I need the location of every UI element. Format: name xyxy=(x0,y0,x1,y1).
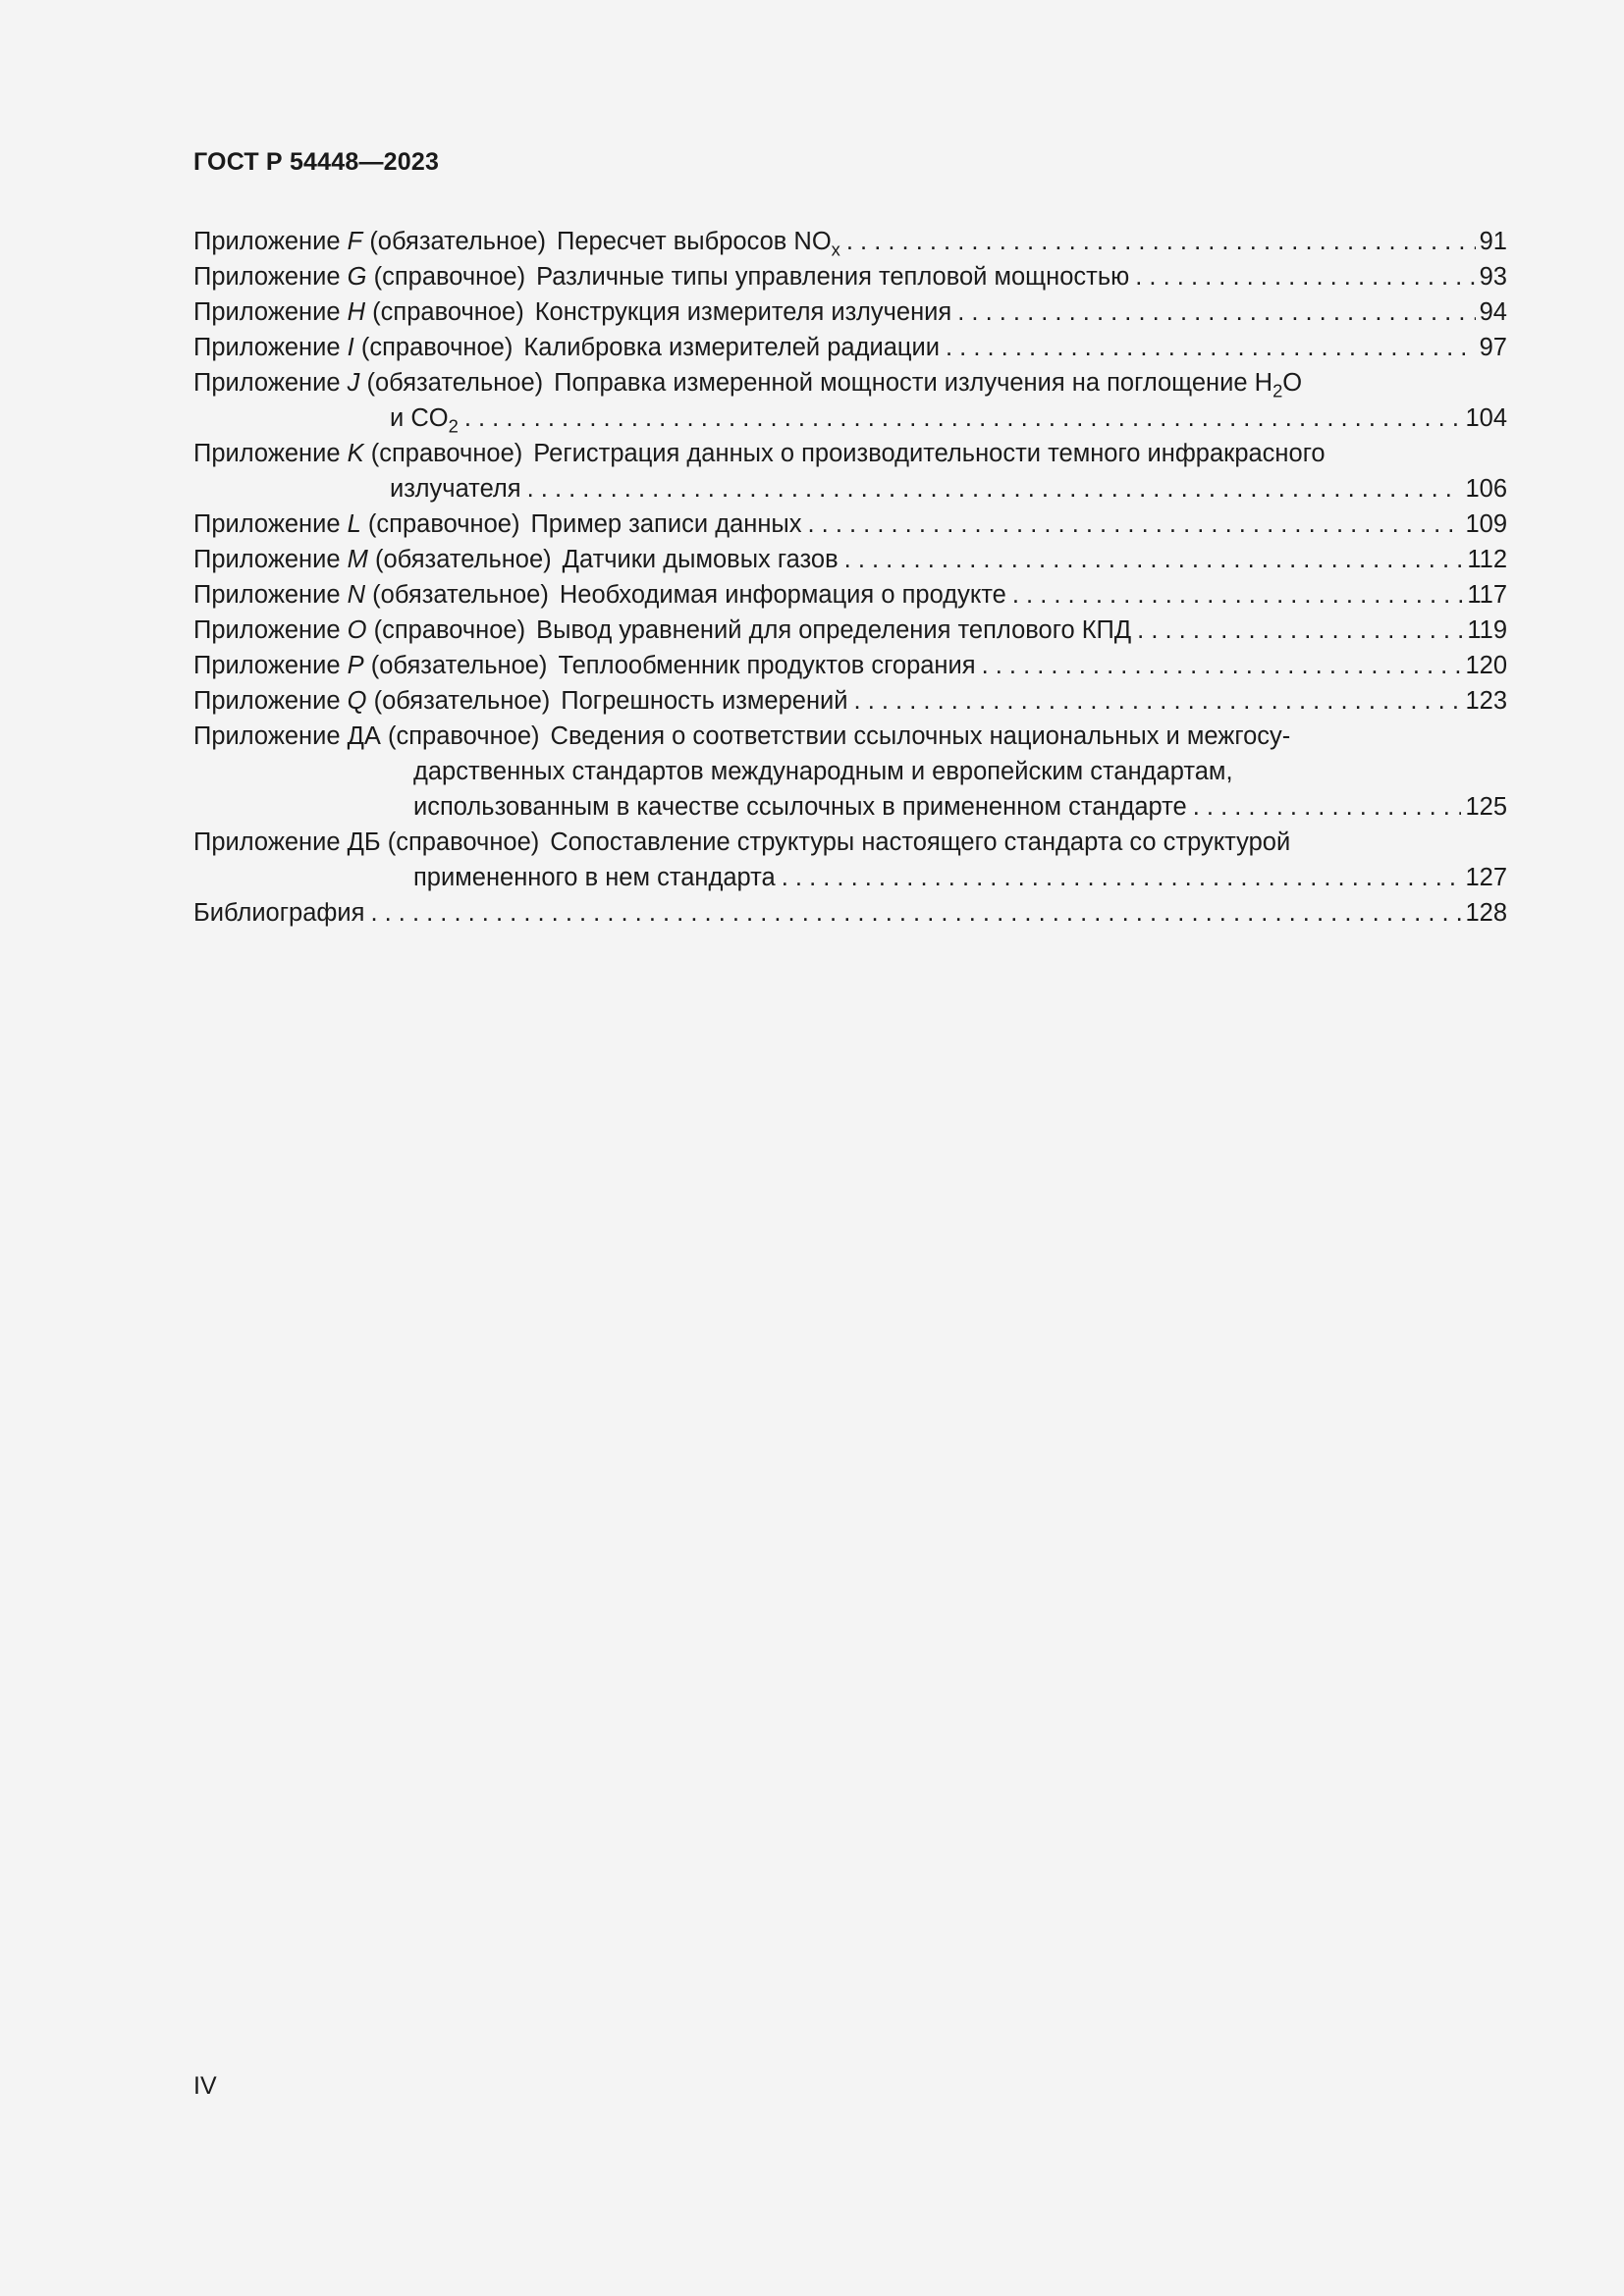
toc-entry-label: Приложение I (справочное) xyxy=(193,334,514,361)
toc-entry-k[interactable] xyxy=(193,436,1507,507)
toc-entry-label: Приложение ДА (справочное) xyxy=(193,722,540,750)
dot-leader xyxy=(982,648,1462,683)
toc-entry-j[interactable] xyxy=(193,365,1507,436)
toc-entry-title: Вывод уравнений для определения теплового КПД xyxy=(536,616,1132,644)
dot-leader xyxy=(957,294,1475,330)
toc-page-number: 109 xyxy=(1465,510,1507,538)
toc-entry-title: Конструкция измерителя излучения xyxy=(534,298,952,326)
toc-entry-title: Различные типы управления тепловой мощностью xyxy=(536,263,1130,291)
toc-page-number: 106 xyxy=(1465,475,1507,503)
toc-entry-label: Приложение K (справочное) xyxy=(193,440,523,467)
toc-page-number: 94 xyxy=(1479,298,1507,326)
toc-entry-title: Поправка измеренной мощности излучения на поглощение $H_2O$ xyxy=(554,369,1303,401)
toc-page-number: 123 xyxy=(1465,687,1507,715)
toc-page-number: 120 xyxy=(1465,652,1507,679)
page-number: IV xyxy=(193,2072,217,2100)
toc-entry-o[interactable] xyxy=(193,613,1507,648)
toc-entry-label: Приложение P (обязательное) xyxy=(193,652,548,679)
toc-entry-label: Приложение L (справочное) xyxy=(193,510,520,538)
dot-leader xyxy=(1135,259,1475,294)
toc-entry-label: Приложение M (обязательное) xyxy=(193,546,552,573)
dot-leader xyxy=(370,895,1461,931)
dot-leader xyxy=(782,860,1462,895)
dot-leader xyxy=(854,683,1462,719)
dot-leader xyxy=(1193,789,1462,825)
toc-page-number: 125 xyxy=(1465,793,1507,821)
toc-entry-title: Пример записи данных xyxy=(530,510,802,538)
toc-page-number: 93 xyxy=(1479,263,1507,291)
dot-leader xyxy=(1012,577,1463,613)
document-header: ГОСТ Р 54448—2023 xyxy=(193,148,440,176)
table-of-contents xyxy=(193,224,1507,931)
toc-entry-i[interactable] xyxy=(193,330,1507,365)
toc-entry-title: Теплообменник продуктов сгорания xyxy=(558,652,976,679)
toc-entry-title: Сведения о соответствии ссылочных национальных и межгосу- xyxy=(550,722,1291,750)
toc-entry-da[interactable] xyxy=(193,719,1507,825)
toc-entry-title: Регистрация данных о производительности темного инфракрасного xyxy=(533,440,1326,467)
toc-entry-title: Библиография xyxy=(193,899,365,927)
toc-page-number: 112 xyxy=(1467,546,1507,573)
toc-entry-l[interactable] xyxy=(193,507,1507,542)
toc-entry-title: Погрешность измерений xyxy=(561,687,848,715)
dot-leader xyxy=(464,400,1462,436)
toc-entry-p[interactable] xyxy=(193,648,1507,683)
dot-leader xyxy=(846,224,1476,259)
toc-entry-label: Приложение J (обязательное) xyxy=(193,369,544,397)
dot-leader xyxy=(946,330,1476,365)
toc-entry-g[interactable] xyxy=(193,259,1507,294)
toc-entry-f[interactable] xyxy=(193,224,1507,259)
toc-entry-bibliography[interactable] xyxy=(193,895,1507,931)
toc-entry-db[interactable] xyxy=(193,825,1507,895)
toc-entry-title-continued: примененного в нем стандарта xyxy=(413,864,776,891)
toc-entry-label: Приложение G (справочное) xyxy=(193,263,526,291)
toc-entry-title: Пересчет выбросов $NO_x$ xyxy=(557,228,840,260)
toc-entry-h[interactable] xyxy=(193,294,1507,330)
toc-entry-title: Необходимая информация о продукте xyxy=(559,581,1006,609)
toc-entry-title-continued: дарственных стандартов международным и европейским стандартам, xyxy=(413,758,1233,785)
toc-entry-label: Приложение N (обязательное) xyxy=(193,581,549,609)
dot-leader xyxy=(844,542,1464,577)
toc-page-number: 117 xyxy=(1467,581,1507,609)
dot-leader xyxy=(527,471,1462,507)
toc-page-number: 104 xyxy=(1465,404,1507,432)
toc-page-number: 128 xyxy=(1465,899,1507,927)
dot-leader xyxy=(1137,613,1463,648)
toc-entry-label: Приложение ДБ (справочное) xyxy=(193,828,540,856)
toc-entry-label: Приложение F (обязательное) xyxy=(193,228,546,255)
toc-entry-label: Приложение O (справочное) xyxy=(193,616,526,644)
dot-leader xyxy=(808,507,1462,542)
toc-entry-m[interactable] xyxy=(193,542,1507,577)
toc-page-number: 127 xyxy=(1465,864,1507,891)
toc-entry-title: Датчики дымовых газов xyxy=(562,546,839,573)
toc-entry-title-continued: и $CO_2$ xyxy=(390,404,459,437)
toc-entry-title: Сопоставление структуры настоящего стандарта со структурой xyxy=(550,828,1291,856)
toc-entry-title: Калибровка измерителей радиации xyxy=(523,334,940,361)
toc-entry-title-continued: излучателя xyxy=(390,475,521,503)
toc-entry-label: Приложение H (справочное) xyxy=(193,298,524,326)
toc-entry-title-continued: использованным в качестве ссылочных в примененном стандарте xyxy=(413,793,1187,821)
toc-entry-n[interactable] xyxy=(193,577,1507,613)
toc-page-number: 91 xyxy=(1479,228,1507,255)
toc-entry-label: Приложение Q (обязательное) xyxy=(193,687,551,715)
toc-page-number: 119 xyxy=(1467,616,1507,644)
toc-entry-q[interactable] xyxy=(193,683,1507,719)
toc-page-number: 97 xyxy=(1479,334,1507,361)
